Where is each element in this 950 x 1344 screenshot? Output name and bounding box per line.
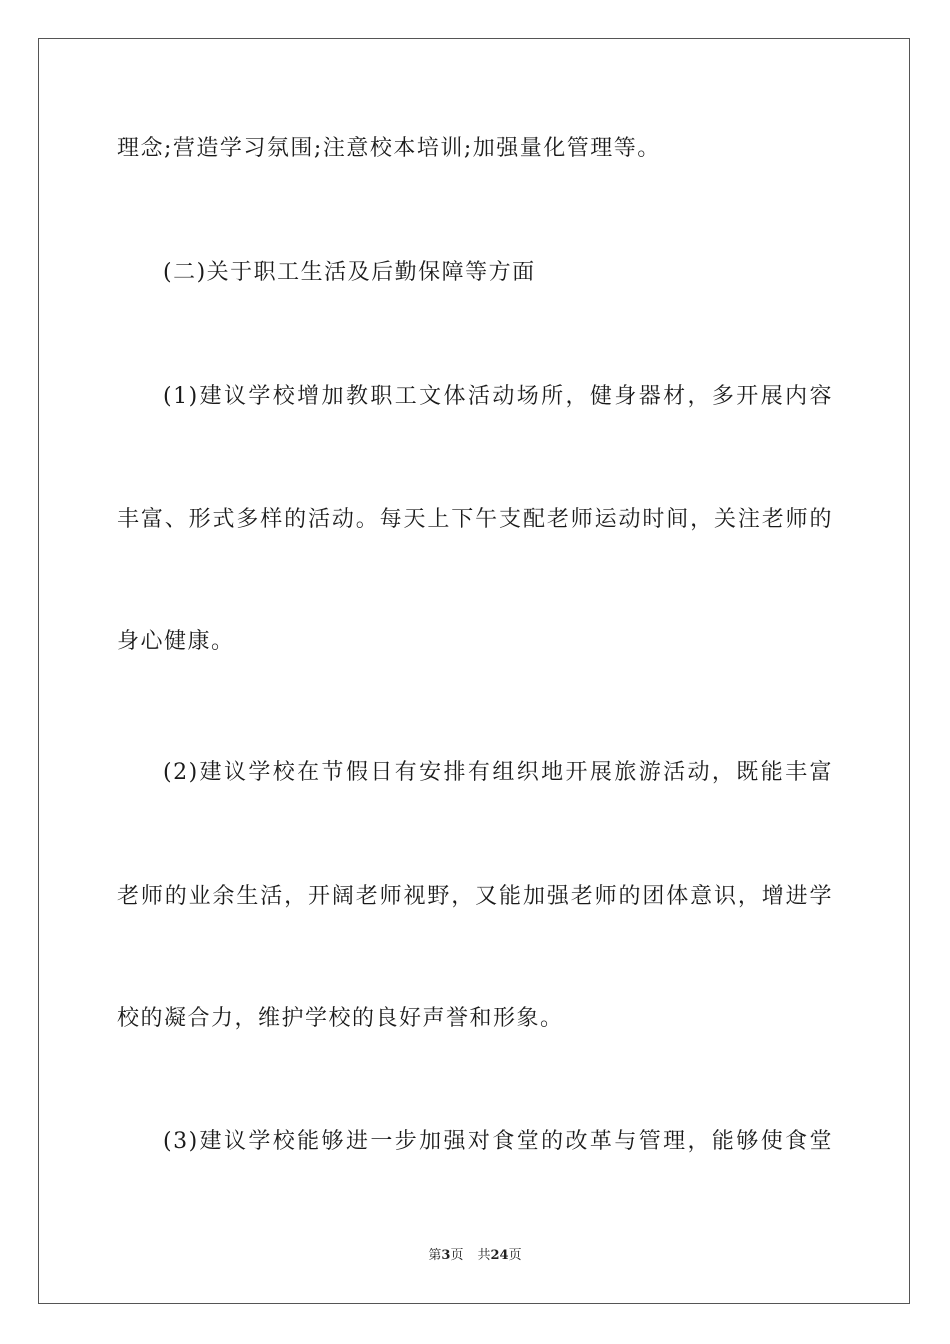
total-pages: 24 bbox=[490, 1248, 509, 1263]
body-text-line: 丰富、形式多样的活动。每天上下午支配老师运动时间，关注老师的 bbox=[117, 507, 833, 532]
page-number: 3 bbox=[441, 1248, 451, 1263]
body-text-line: 身心健康。 bbox=[117, 629, 235, 654]
body-text-line: 校的凝合力，维护学校的良好声誉和形象。 bbox=[117, 1006, 564, 1031]
body-text-line: 理念;营造学习氛围;注意校本培训;加强量化管理等。 bbox=[117, 136, 661, 161]
section-heading: (二)关于职工生活及后勤保障等方面 bbox=[163, 260, 536, 285]
page-suffix: 页 bbox=[450, 1248, 464, 1263]
body-text-line: (3)建议学校能够进一步加强对食堂的改革与管理，能够使食堂 bbox=[163, 1129, 833, 1154]
total-prefix: 共 bbox=[477, 1248, 491, 1263]
page-footer bbox=[0, 1247, 950, 1265]
page-border bbox=[38, 38, 910, 1304]
body-text-line: 老师的业余生活，开阔老师视野，又能加强老师的团体意识，增进学 bbox=[117, 884, 833, 909]
total-suffix: 页 bbox=[508, 1248, 522, 1263]
body-text-line: (2)建议学校在节假日有安排有组织地开展旅游活动，既能丰富 bbox=[163, 760, 833, 785]
page-prefix: 第 bbox=[428, 1248, 442, 1263]
body-text-line: (1)建议学校增加教职工文体活动场所，健身器材，多开展内容 bbox=[163, 384, 833, 409]
